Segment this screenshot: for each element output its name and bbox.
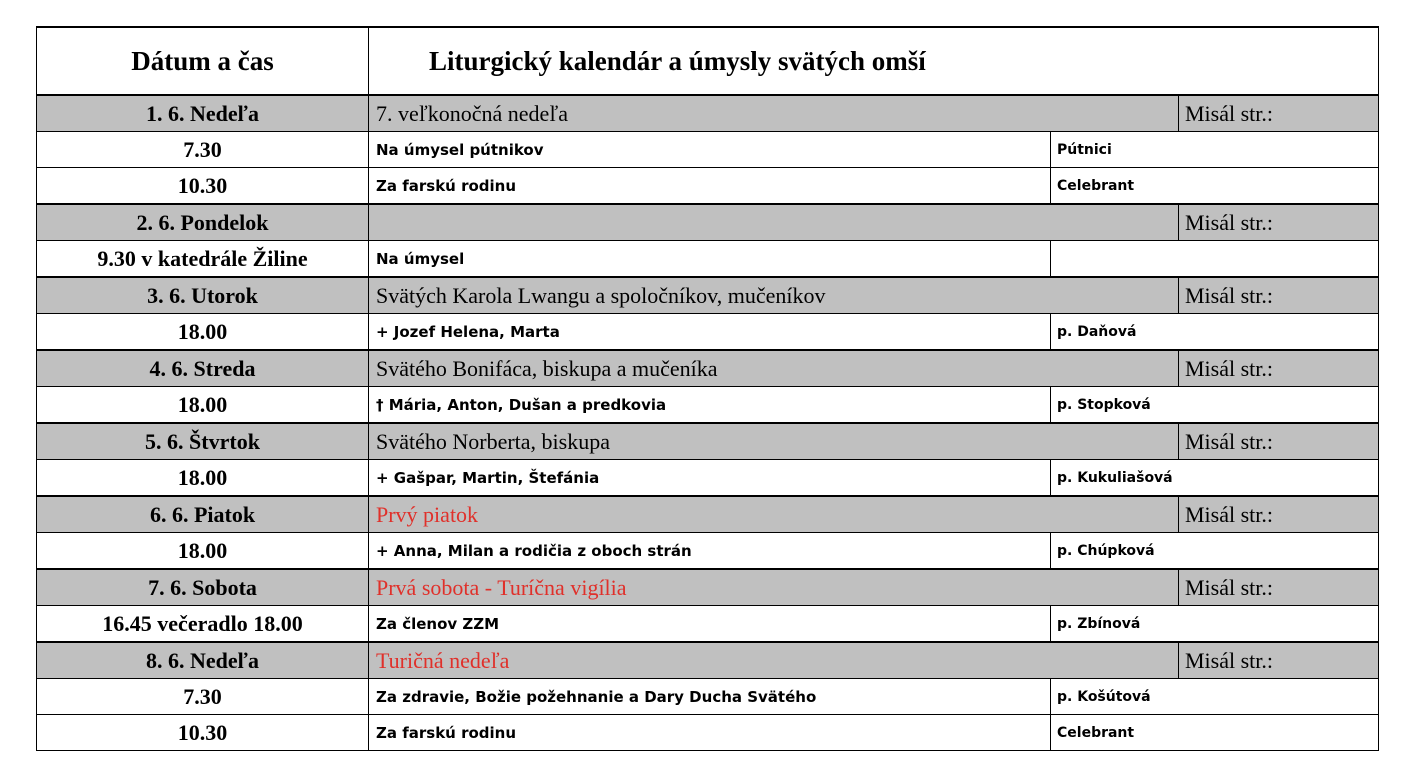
day-date: 7. 6. Sobota	[37, 569, 369, 606]
mass-intention: Na úmysel	[369, 241, 1051, 278]
mass-time: 18.00	[37, 314, 369, 351]
mass-requested-by: p. Košútová	[1051, 679, 1379, 715]
day-row	[37, 569, 1379, 606]
mass-row	[37, 314, 1379, 351]
day-date: 5. 6. Štvrtok	[37, 423, 369, 460]
feast-name: Svätého Bonifáca, biskupa a mučeníka	[369, 350, 1179, 387]
day-date: 2. 6. Pondelok	[37, 204, 369, 241]
feast-name: Prvý piatok	[369, 496, 1179, 533]
mass-requested-by: p. Stopková	[1051, 387, 1379, 424]
feast-name: Svätých Karola Lwangu a spoločníkov, mučeníkov	[369, 277, 1179, 314]
mass-requested-by: p. Zbínová	[1051, 606, 1379, 643]
mass-requested-by: Celebrant	[1051, 168, 1379, 205]
mass-requested-by: p. Kukuliašová	[1051, 460, 1379, 497]
mass-time: 16.45 večeradlo 18.00	[37, 606, 369, 643]
feast-name	[369, 204, 1179, 241]
mass-intention: + Jozef Helena, Marta	[369, 314, 1051, 351]
header-row	[37, 27, 1379, 95]
day-row	[37, 496, 1379, 533]
mass-requested-by: p. Daňová	[1051, 314, 1379, 351]
mass-time: 7.30	[37, 679, 369, 715]
feast-name: Turičná nedeľa	[369, 642, 1179, 679]
mass-intention: Za členov ZZM	[369, 606, 1051, 643]
day-row	[37, 277, 1379, 314]
day-date: 4. 6. Streda	[37, 350, 369, 387]
mass-row	[37, 241, 1379, 278]
day-row	[37, 204, 1379, 241]
liturgical-calendar-sheet	[36, 26, 1378, 751]
mass-row	[37, 715, 1379, 751]
page-title: Liturgický kalendár a úmysly svätých omší	[369, 27, 1379, 95]
missal-page: Misál str.:	[1179, 95, 1379, 132]
day-row	[37, 423, 1379, 460]
mass-requested-by: Celebrant	[1051, 715, 1379, 751]
feast-name: Prvá sobota - Turíčna vigília	[369, 569, 1179, 606]
mass-intention: Za zdravie, Božie požehnanie a Dary Ducha Svätého	[369, 679, 1051, 715]
mass-row	[37, 679, 1379, 715]
day-row	[37, 642, 1379, 679]
missal-page: Misál str.:	[1179, 277, 1379, 314]
missal-page: Misál str.:	[1179, 204, 1379, 241]
mass-time: 9.30 v katedrále Žiline	[37, 241, 369, 278]
mass-requested-by: Pútnici	[1051, 132, 1379, 168]
missal-page: Misál str.:	[1179, 496, 1379, 533]
mass-intention: + Gašpar, Martin, Štefánia	[369, 460, 1051, 497]
mass-row	[37, 606, 1379, 643]
mass-requested-by: p. Chúpková	[1051, 533, 1379, 570]
day-date: 3. 6. Utorok	[37, 277, 369, 314]
day-date: 8. 6. Nedeľa	[37, 642, 369, 679]
mass-row	[37, 168, 1379, 205]
mass-time: 7.30	[37, 132, 369, 168]
mass-intention: † Mária, Anton, Dušan a predkovia	[369, 387, 1051, 424]
mass-row	[37, 132, 1379, 168]
day-row	[37, 350, 1379, 387]
mass-time: 18.00	[37, 460, 369, 497]
mass-row	[37, 387, 1379, 424]
missal-page: Misál str.:	[1179, 569, 1379, 606]
mass-intention: Za farskú rodinu	[369, 168, 1051, 205]
day-date: 1. 6. Nedeľa	[37, 95, 369, 132]
mass-time: 18.00	[37, 387, 369, 424]
date-column-header: Dátum a čas	[37, 27, 369, 95]
liturgical-calendar-table	[36, 26, 1379, 751]
missal-page: Misál str.:	[1179, 350, 1379, 387]
day-date: 6. 6. Piatok	[37, 496, 369, 533]
mass-row	[37, 460, 1379, 497]
mass-intention: + Anna, Milan a rodičia z oboch strán	[369, 533, 1051, 570]
mass-time: 10.30	[37, 715, 369, 751]
mass-time: 18.00	[37, 533, 369, 570]
missal-page: Misál str.:	[1179, 423, 1379, 460]
missal-page: Misál str.:	[1179, 642, 1379, 679]
mass-intention: Za farskú rodinu	[369, 715, 1051, 751]
mass-requested-by	[1051, 241, 1379, 278]
day-row	[37, 95, 1379, 132]
mass-intention: Na úmysel pútnikov	[369, 132, 1051, 168]
mass-time: 10.30	[37, 168, 369, 205]
feast-name: 7. veľkonočná nedeľa	[369, 95, 1179, 132]
feast-name: Svätého Norberta, biskupa	[369, 423, 1179, 460]
mass-row	[37, 533, 1379, 570]
